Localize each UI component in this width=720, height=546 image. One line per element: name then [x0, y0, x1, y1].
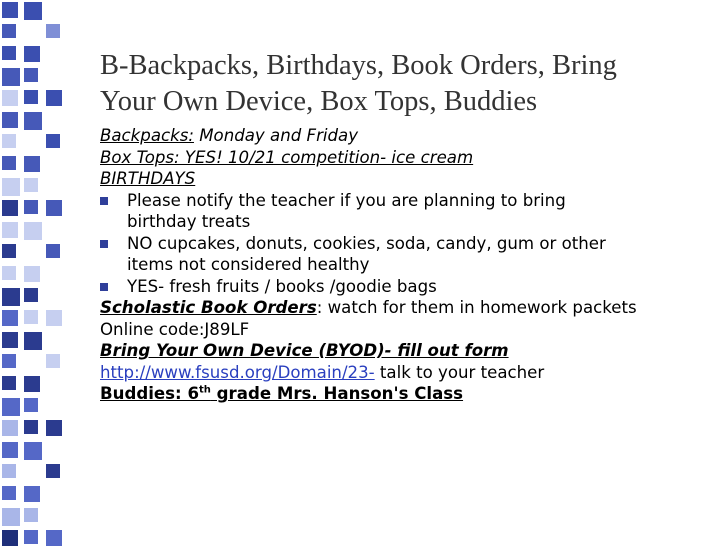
decorative-square: [24, 112, 42, 130]
bullet-item: [100, 190, 700, 212]
decorative-square: [24, 222, 42, 240]
decorative-square: [2, 90, 18, 106]
decorative-square: [2, 24, 16, 38]
backpacks-line: [100, 125, 700, 147]
decorative-square: [2, 310, 18, 326]
scholastic-label: Scholastic Book Orders: [100, 298, 317, 317]
square-bullet-icon: [100, 197, 108, 205]
decorative-square: [46, 200, 62, 216]
decorative-square: [2, 508, 20, 526]
decorative-square: [24, 2, 42, 20]
decorative-square: [2, 354, 16, 368]
decorative-square: [24, 486, 40, 502]
decorative-square: [46, 310, 62, 326]
decorative-square: [2, 112, 18, 128]
decorative-square: [24, 398, 38, 412]
slide-title: [100, 48, 700, 120]
decorative-square: [2, 332, 18, 348]
decorative-square: [24, 508, 38, 522]
decorative-square: [24, 376, 40, 392]
decorative-square: [46, 420, 62, 436]
decorative-square: [2, 442, 18, 458]
decorative-square: [2, 222, 18, 238]
backpacks-label: Backpacks:: [100, 126, 194, 145]
title-line-1: B-Backpacks, Birthdays, Book Orders, Bring: [100, 50, 617, 81]
boxtops-line: Box Tops: YES! 10/21 competition- ice cream: [100, 147, 474, 167]
scholastic-text: : watch for them in homework packets: [316, 298, 637, 317]
decorative-square: [24, 178, 38, 192]
decorative-square: [46, 530, 62, 546]
square-bullet-icon: [100, 240, 108, 248]
decorative-square: [24, 46, 40, 62]
decorative-square: [2, 420, 18, 436]
decorative-square: [46, 244, 60, 258]
decorative-square: [2, 244, 16, 258]
decorative-square: [2, 2, 18, 18]
decorative-square: [24, 156, 40, 172]
bullet-text: YES- fresh fruits / books /goodie bags: [127, 276, 437, 296]
decorative-square: [2, 68, 20, 86]
decorative-square: [24, 288, 38, 302]
decorative-square: [24, 332, 42, 350]
decorative-square: [46, 24, 60, 38]
decorative-square: [24, 90, 38, 104]
backpacks-text: Monday and Friday: [193, 126, 359, 145]
fsusd-link[interactable]: http://www.fsusd.org/Domain/23-: [100, 362, 375, 382]
decorative-square: [46, 464, 60, 478]
title-line-2: Your Own Device, Box Tops, Buddies: [100, 86, 538, 117]
decorative-square: [24, 200, 38, 214]
decorative-square: [24, 310, 38, 324]
slide-content: [100, 125, 700, 405]
bullet-continuation: items not considered healthy: [127, 255, 370, 274]
buddies-line: [100, 383, 700, 405]
buddies-sup: th: [199, 384, 211, 396]
birthdays-heading: BIRTHDAYS: [100, 169, 196, 188]
decorative-square: [24, 442, 42, 460]
bullet-text: NO cupcakes, donuts, cookies, soda, candy, gum or other: [127, 233, 606, 253]
square-bullet-icon: [100, 283, 108, 291]
buddies-pre: Buddies: 6: [100, 384, 199, 403]
decorative-square: [46, 354, 60, 368]
decorative-square: [46, 134, 60, 148]
decorative-square: [2, 178, 20, 196]
decorative-square: [2, 156, 16, 170]
decorative-square: [2, 200, 18, 216]
decorative-square: [2, 464, 16, 478]
byod-line: Bring Your Own Device (BYOD)- fill out form: [100, 341, 509, 360]
decorative-square: [2, 266, 16, 280]
bullet-text: Please notify the teacher if you are planning to bring: [127, 190, 566, 210]
scholastic-line: [100, 297, 700, 319]
bullet-item: [100, 233, 700, 255]
decorative-square: [2, 134, 16, 148]
decorative-square-strip: [0, 0, 64, 540]
decorative-square: [24, 420, 38, 434]
decorative-square: [2, 398, 20, 416]
link-text: talk to your teacher: [374, 362, 545, 382]
decorative-square: [2, 376, 16, 390]
decorative-square: [46, 90, 62, 106]
online-code: Online code:J89LF: [100, 319, 250, 339]
decorative-square: [2, 486, 16, 500]
decorative-square: [24, 68, 38, 82]
buddies-post: grade Mrs. Hanson's Class: [210, 384, 464, 403]
decorative-square: [2, 288, 20, 306]
bullet-continuation: birthday treats: [127, 212, 251, 231]
decorative-square: [24, 266, 40, 282]
bullet-item: [100, 276, 700, 298]
decorative-square: [24, 530, 38, 544]
link-line: [100, 362, 700, 384]
decorative-square: [2, 46, 16, 60]
decorative-square: [2, 530, 18, 546]
